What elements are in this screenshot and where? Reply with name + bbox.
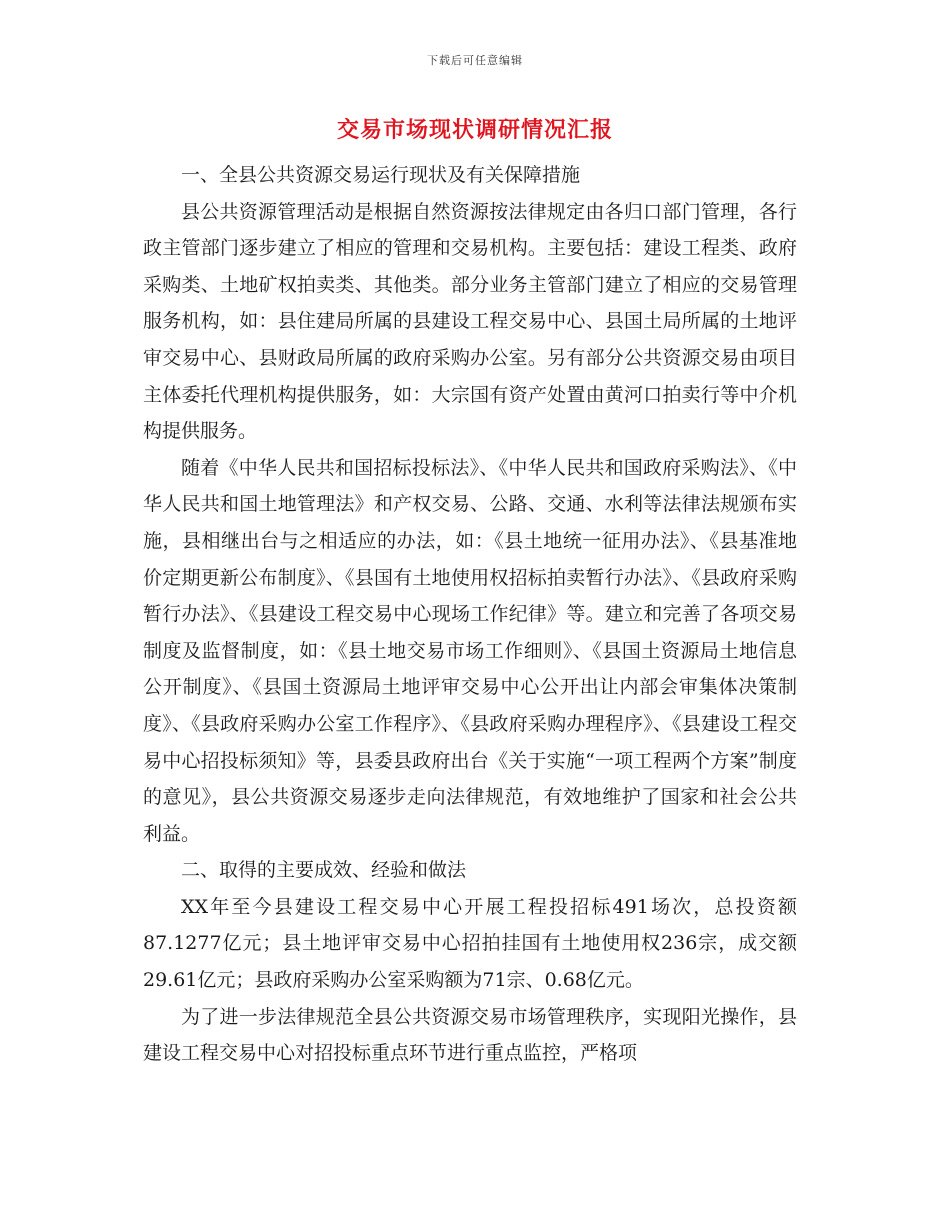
paragraph-3: XX年至今县建设工程交易中心开展工程投招标491场次，总投资额87.1277亿元；县土地评审交易中心招拍挂国有土地使用权236宗，成交额29.61亿元；县政府采购办公室采购额为71宗、0.68亿元。	[143, 895, 797, 992]
paragraph-4: 为了进一步法律规范全县公共资源交易市场管理秩序，实现阳光操作，县建设工程交易中心对招投标重点环节进行重点监控，严格项	[143, 1005, 797, 1065]
paragraph-1: 县公共资源管理活动是根据自然资源按法律规定由各归口部门管理，各行政主管部门逐步建立了相应的管理和交易机构。主要包括：建设工程类、政府采购类、土地矿权拍卖类、其他类。部分业务主管部门建立了相应的交易管理服务机构，如：县住建局所属的县建设工程交易中心、县国土局所属的土地评审交易中心、县财政局所属的政府采购办公室。另有部分公共资源交易由项目主体委托代理机构提供服务，如：大宗国有资产处置由黄河口拍卖行等中介机构提供服务。	[143, 200, 797, 443]
document-body	[143, 157, 797, 1072]
section-heading-1: 一、全县公共资源交易运行现状及有关保障措施	[181, 164, 581, 186]
section-heading-2: 二、取得的主要成效、经验和做法	[181, 859, 467, 882]
document-title: 交易市场现状调研情况汇报	[336, 117, 613, 143]
paragraph-2: 随着《中华人民共和国招标投标法》、《中华人民共和国政府采购法》、《中华人民共和国土地管理法》和产权交易、公路、交通、水利等法律法规颁布实施，县相继出台与之相适应的办法，如：《县土地统一征用办法》、《县基准地价定期更新公布制度》、《县国有土地使用权招标拍卖暂行办法》、《县政府采购暂行办法》、《县建设工程交易中心现场工作纪律》等。建立和完善了各项交易制度及监督制度，如：《县土地交易市场工作细则》、《县国土资源局土地信息公开制度》、《县国土资源局土地评审交易中心公开出让内部会审集体决策制度》、《县政府采购办公室工作程序》、《县政府采购办理程序》、《县建设工程交易中心招投标须知》等，县委县政府出台《关于实施“一项工程两个方案”制度的意见》，县公共资源交易逐步走向法律规范，有效地维护了国家和社会公共利益。	[143, 456, 797, 845]
header-note: 下载后可任意编辑	[427, 54, 523, 67]
